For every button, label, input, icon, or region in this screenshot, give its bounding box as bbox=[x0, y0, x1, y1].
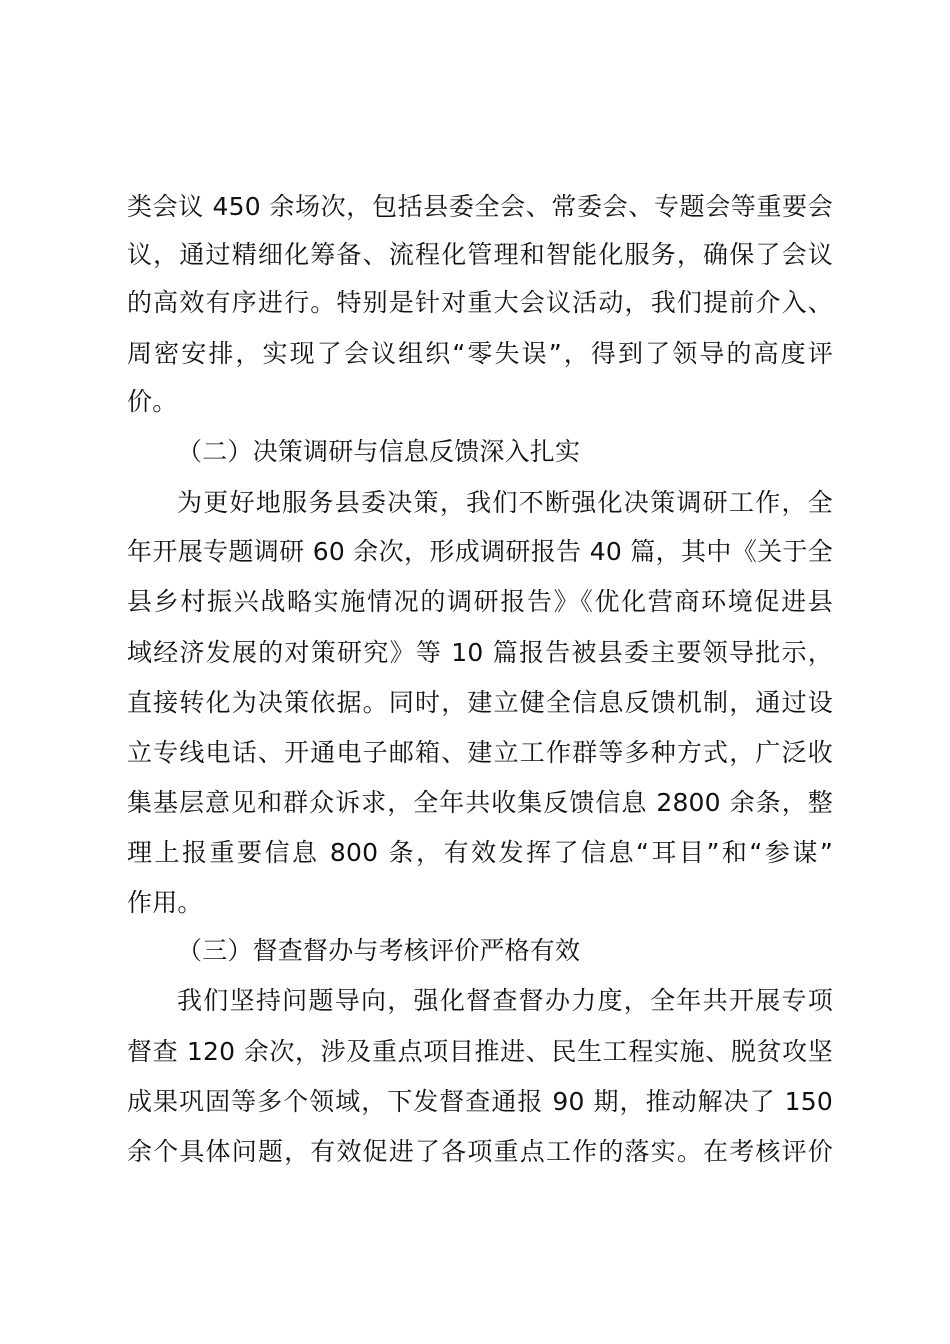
paragraph-line: 我们坚持问题导向，强化督查督办力度，全年共开展专项 bbox=[177, 986, 833, 1015]
section-heading: （三）督查督办与考核评价严格有效 bbox=[177, 936, 581, 965]
paragraph-line: 类会议 450 余场次，包括县委全会、常委会、专题会等重要会 bbox=[127, 192, 833, 221]
paragraph-line: 立专线电话、开通电子邮箱、建立工作群等多种方式，广泛收 bbox=[127, 738, 833, 767]
section-heading: （二）决策调研与信息反馈深入扎实 bbox=[177, 437, 581, 466]
paragraph-line: 余个具体问题，有效促进了各项重点工作的落实。在考核评价 bbox=[127, 1137, 833, 1166]
paragraph-line: 年开展专题调研 60 余次，形成调研报告 40 篇，其中《关于全 bbox=[127, 537, 833, 566]
paragraph-line: 县乡村振兴战略实施情况的调研报告》《优化营商环境促进县 bbox=[127, 587, 833, 616]
paragraph-line: 价。 bbox=[127, 387, 178, 416]
paragraph-line: 直接转化为决策依据。同时，建立健全信息反馈机制，通过设 bbox=[127, 688, 833, 717]
paragraph-line: 周密安排，实现了会议组织“零失误”，得到了领导的高度评 bbox=[127, 339, 833, 368]
paragraph-line: 域经济发展的对策研究》等 10 篇报告被县委主要领导批示， bbox=[127, 638, 833, 667]
paragraph-line: 集基层意见和群众诉求，全年共收集反馈信息 2800 余条，整 bbox=[127, 788, 833, 817]
paragraph-line: 为更好地服务县委决策，我们不断强化决策调研工作，全 bbox=[177, 488, 833, 517]
paragraph-line: 作用。 bbox=[127, 888, 203, 917]
paragraph-line: 的高效有序进行。特别是针对重大会议活动，我们提前介入、 bbox=[127, 288, 833, 317]
paragraph-line: 督查 120 余次，涉及重点项目推进、民生工程实施、脱贫攻坚 bbox=[127, 1037, 833, 1066]
paragraph-line: 议，通过精细化筹备、流程化管理和智能化服务，确保了会议 bbox=[127, 240, 833, 269]
paragraph-line: 成果巩固等多个领域，下发督查通报 90 期，推动解决了 150 bbox=[127, 1087, 833, 1116]
paragraph-line: 理上报重要信息 800 条，有效发挥了信息“耳目”和“参谋” bbox=[127, 838, 833, 867]
